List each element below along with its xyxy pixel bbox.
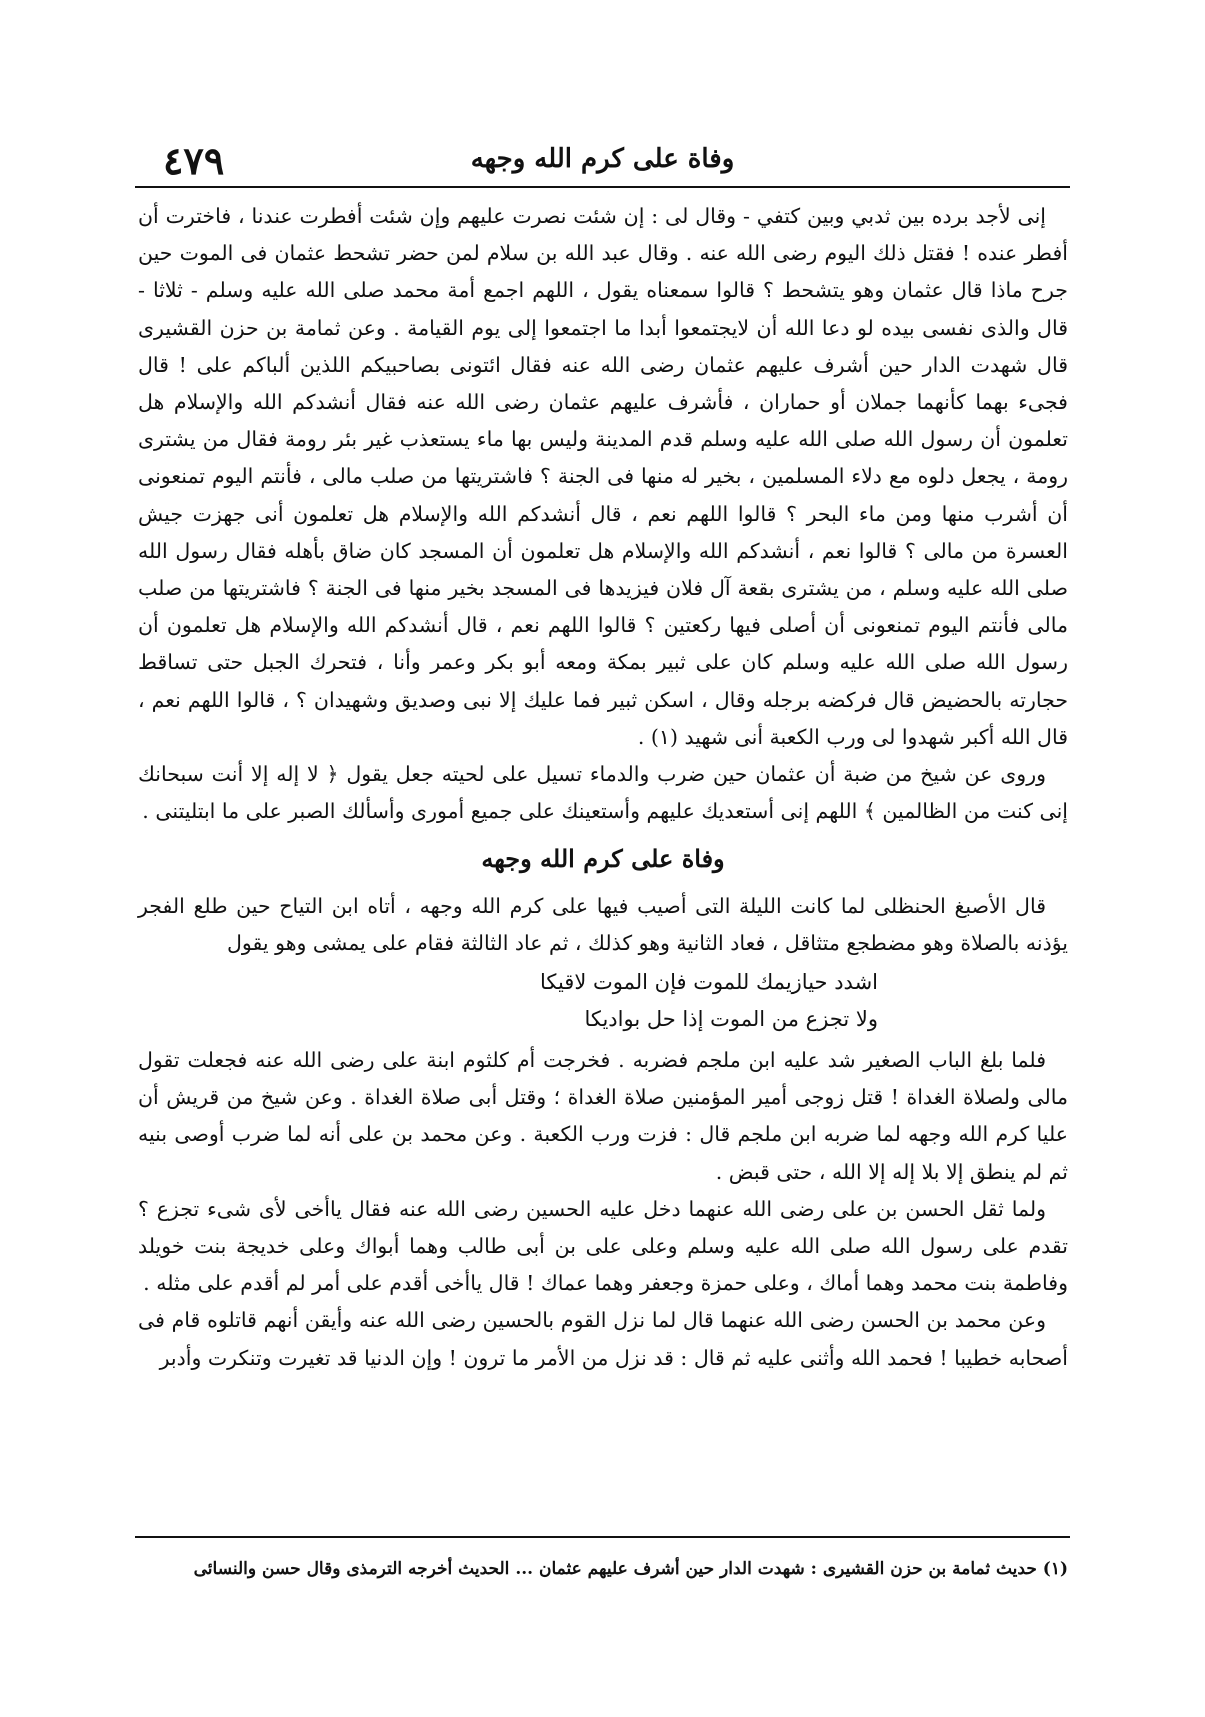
poem-line: اشدد حيازيمك للموت فإن الموت لاقيكا	[539, 970, 878, 995]
running-title: وفاة على كرم الله وجهه	[470, 144, 735, 174]
paragraph: فلما بلغ الباب الصغير شد عليه ابن ملجم فضربه . فخرجت أم كلثوم ابنة على رضى الله عنه فجعلت تقول مالى ولصلاة الغداة ! قتل زوجى أمير المؤمنين صلاة الغداة ؛ وقتل أبى صلاة الغداة . وعن شيخ من قريش أن عليا كرم الله وجهه لما ضربه ابن ملجم قال : فزت ورب الكعبة . وعن محمد بن على أنه لما ضرب أوصى بنيه ثم لم ينطق إلا بلا إله إلا الله ، حتى قبض .	[138, 1048, 1068, 1184]
paragraph: ولما ثقل الحسن بن على رضى الله عنهما دخل عليه الحسين رضى الله عنه فقال ياأخى لأى شىء تجزع ؟ تقدم على رسول الله صلى الله عليه وسلم وعلى على بن أبى طالب وهما أبواك وعلى خديجة بنت خويلد وفاطمة بنت محمد وهما أماك ، وعلى حمزة وجعفر وهما عماك ! قال ياأخى أقدم على أمر لم أقدم على مثله .	[138, 1196, 1068, 1296]
paragraph: وعن محمد بن الحسن رضى الله عنهما قال لما نزل القوم بالحسين رضى الله عنه وأيقن أنهم قاتلوه قام فى أصحابه خطيبا ! فحمد الله وأثنى عليه ثم قال : قد نزل من الأمر ما ترون ! وإن الدنيا قد تغيرت وتنكرت وأدبر	[138, 1308, 1068, 1370]
page-number: ٤٧٩	[163, 138, 225, 183]
header-rule	[135, 186, 1070, 188]
main-text	[138, 198, 1068, 1377]
paragraph: وروى عن شيخ من ضبة أن عثمان حين ضرب والدماء تسيل على لحيته جعل يقول ﴿ لا إله إلا أنت سبحانك إنى كنت من الظالمين ﴾ اللهم إنى أستعديك عليهم وأستعينك على جميع أمورى وأسألك الصبر على ما ابتليتنى .	[138, 762, 1068, 824]
page-header	[135, 118, 1070, 182]
poem	[138, 964, 1068, 1038]
section-heading: وفاة على كرم الله وجهه	[481, 844, 725, 874]
footnote: (١) حديث ثمامة بن حزن القشيرى : شهدت الدار حين أشرف عليهم عثمان ... الحديث أخرجه الترمذى وقال حسن والنسائى	[193, 1559, 1068, 1579]
footnote-rule	[135, 1536, 1070, 1538]
paragraph: إنى لأجد برده بين ثدبي وبين كتفي - وقال لى : إن شئت نصرت عليهم وإن شئت أفطرت عندنا ، فاخترت أن أفطر عنده ! فقتل ذلك اليوم رضى الله عنه . وقال عبد الله بن سلام لمن حضر تشحط عثمان فى الموت حين جرح ماذا قال عثمان وهو يتشحط ؟ قالوا سمعناه يقول ، اللهم اجمع أمة محمد صلى الله عليه وسلم - ثلاثا - قال والذى نفسى بيده لو دعا الله أن لايجتمعوا أبدا ما اجتمعوا إلى يوم القيامة . وعن ثمامة بن حزن القشيرى قال شهدت الدار حين أشرف عليهم عثمان رضى الله عنه فقال ائتونى بصاحبيكم اللذين ألباكم على ! قال فجىء بهما كأنهما جملان أو حماران ، فأشرف عليهم عثمان رضى الله عنه فقال أنشدكم الله والإسلام هل تعلمون أن رسول الله صلى الله عليه وسلم قدم المدينة وليس بها ماء يستعذب غير بئر رومة فقال من يشترى رومة ، يجعل دلوه مع دلاء المسلمين ، بخير له منها فى الجنة ؟ فاشتريتها من صلب مالى ، فأنتم اليوم تمنعونى أن أشرب منها ومن ماء البحر ؟ قالوا اللهم نعم ، قال أنشدكم الله والإسلام هل تعلمون أنى جهزت جيش العسرة من مالى ؟ قالوا نعم ، أنشدكم الله والإسلام هل تعلمون أن المسجد كان ضاق بأهله فقال رسول الله صلى الله عليه وسلم ، من يشترى بقعة آل فلان فيزيدها فى المسجد بخير منها فى الجنة ؟ فاشتريتها من صلب مالى فأنتم اليوم تمنعونى أن أصلى فيها ركعتين ؟ قالوا اللهم نعم ، قال أنشدكم الله والإسلام هل تعلمون أن رسول الله صلى الله عليه وسلم كان على ثبير بمكة ومعه أبو بكر وعمر وأنا ، فتحرك الجبل حتى تساقط حجارته بالحضيض قال فركضه برجله وقال ، اسكن ثبير فما عليك إلا نبى وصديق وشهيدان ؟ ، قالوا اللهم نعم ، قال الله أكبر شهدوا لى ورب الكعبة أنى شهيد (١) .	[138, 204, 1068, 749]
paragraph: قال الأصبغ الحنظلى لما كانت الليلة التى أصيب فيها على كرم الله وجهه ، أتاه ابن التياح حين طلع الفجر يؤذنه بالصلاة وهو مضطجع متثاقل ، فعاد الثانية وهو كذلك ، ثم عاد الثالثة فقام على يمشى وهو يقول	[138, 893, 1068, 955]
poem-line: ولا تجزع من الموت إذا حل بواديكا	[584, 1007, 878, 1032]
